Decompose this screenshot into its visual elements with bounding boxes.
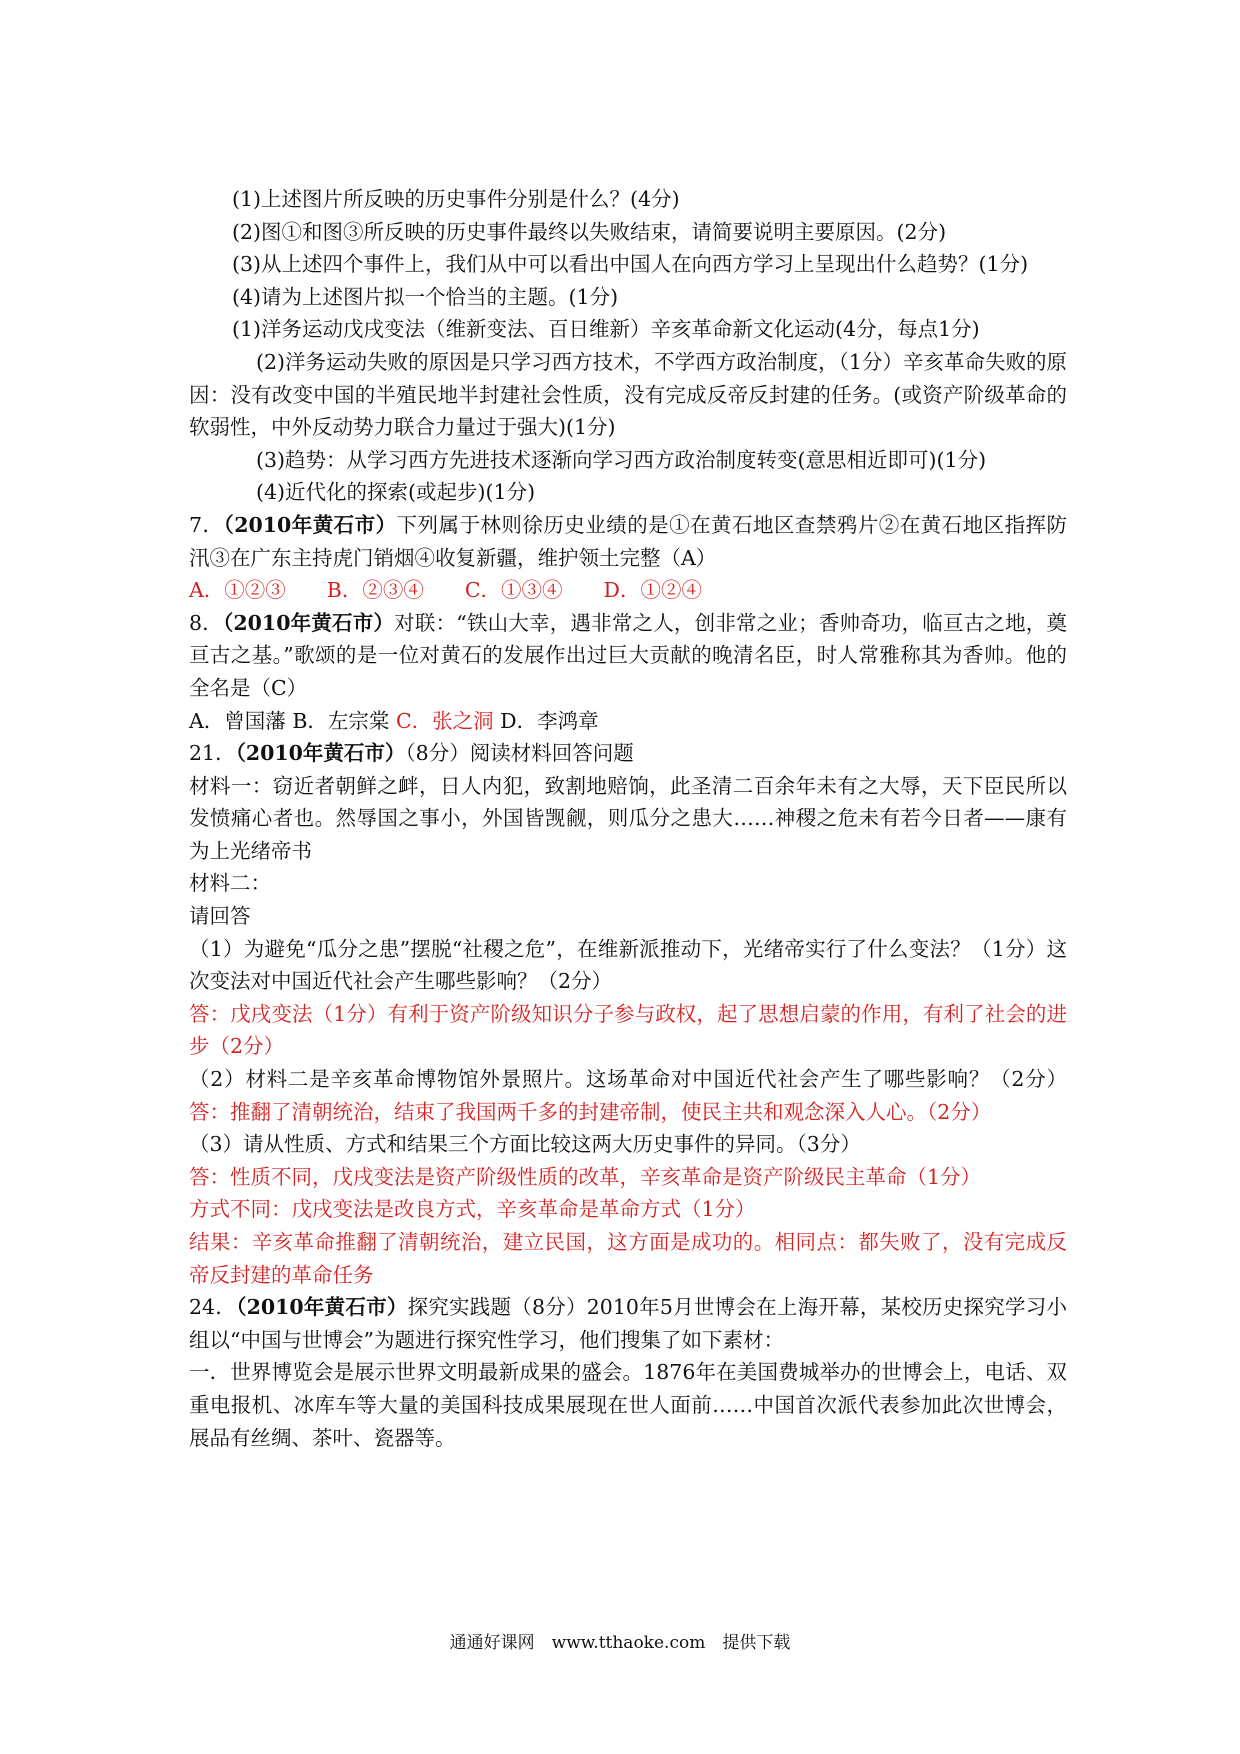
document-body	[189, 183, 1067, 1454]
question-24-stem: 探究实践题（8分）2010年5月世博会在上海开幕，某校历史探究学习小组以“中国与世博会”为题进行探究性学习，他们搜集了如下素材：	[189, 1295, 1067, 1352]
answer-4: (4)近代化的探索(或起步)(1分)	[256, 480, 536, 505]
question-8	[189, 607, 1067, 705]
sub-answer-3-result: 结果：辛亥革命推翻了清朝统治，建立民国，这方面是成功的。相同点：都失败了，没有完成反帝反封建的革命任务	[189, 1230, 1067, 1287]
sub-answer-1: 答：戊戌变法（1分）有利于资产阶级知识分子参与政权，起了思想启蒙的作用，有利了社会的进步（2分）	[189, 1001, 1067, 1059]
question-7	[189, 509, 1067, 574]
question-8-stem: 对联：“铁山大幸，遇非常之人，创非常之业；香帅奇功，临亘古之地，奠亘古之基。”歌颂的是一位对黄石的发展作出过巨大贡献的晚清名臣，时人常雅称其为香帅。他的全名是（C）	[189, 610, 1068, 700]
question-8-number: 8．	[189, 610, 223, 635]
option-d: D．李鸿章	[500, 708, 599, 733]
question-4: (4)请为上述图片拟一个恰当的主题。(1分)	[232, 284, 619, 309]
option-b: B．左宗棠	[292, 708, 390, 733]
answer-1: (1)洋务运动戊戌变法（维新变法、百日维新）辛亥革命新文化运动(4分，每点1分)	[232, 317, 980, 342]
question-8-options	[189, 705, 1067, 738]
sub-question-1: （1）为避免“瓜分之患”摆脱“社稷之危”，在维新派推动下，光绪帝实行了什么变法？（1分）这次变法对中国近代社会产生哪些影响？（2分）	[189, 936, 1067, 994]
question-7-source: （2010年黄石市）	[223, 512, 397, 537]
question-21-number: 21．	[189, 741, 236, 766]
question-24	[189, 1291, 1067, 1356]
question-21	[189, 737, 1067, 770]
material-24-1: 一．世界博览会是展示世界文明最新成果的盛会。1876年在美国费城举办的世博会上，电话、双重电报机、冰库车等大量的美国科技成果展现在世人面前……中国首次派代表参加此次世博会，展品有丝绸、茶叶、瓷器等。	[189, 1360, 1067, 1450]
sub-question-2-text: （2）材料二是辛亥革命博物馆外景照片。这场革命对中国近代社会产生了哪些影响？（2分）	[189, 1067, 1067, 1092]
prompt: 请回答	[189, 904, 251, 929]
question-24-source: （2010年黄石市）	[236, 1295, 408, 1320]
question-21-stem: （8分）阅读材料回答问题	[405, 741, 634, 766]
question-2: (2)图①和图③所反映的历史事件最终以失败结束，请简要说明主要原因。(2分)	[232, 219, 947, 244]
option-a: A．曾国藩	[189, 708, 286, 733]
question-7-number: 7．	[189, 512, 224, 537]
material-2: 材料二：	[189, 871, 271, 896]
page-footer: 通通好课网 www.tthaoke.com 提供下载	[449, 1633, 791, 1653]
answer-2: (2)洋务运动失败的原因是只学习西方技术，不学西方政治制度，（1分）辛亥革命失败的原因：没有改变中国的半殖民地半封建社会性质，没有完成反帝反封建的任务。(或资产阶级革命的软弱性，中外反动势力联合力量过于强大)(1分)	[189, 349, 1067, 440]
question-3: (3)从上述四个事件上，我们从中可以看出中国人在向西方学习上呈现出什么趋势？(1分)	[232, 252, 1029, 277]
material-1: 材料一：窃近者朝鲜之衅，日人内犯，致割地赔饷，此圣清二百余年未有之大辱，天下臣民所以发愤痛心者也。然辱国之事小，外国皆觊觎，则瓜分之患大……神稷之危未有若今日者——康有为上光绪帝书	[189, 773, 1067, 863]
option-c-answer: C．张之洞	[395, 708, 494, 733]
question-7-options: A．①②③ B．②③④ C．①③④ D．①②④	[189, 578, 702, 603]
sub-answer-3-method: 方式不同：戊戌变法是改良方式，辛亥革命是革命方式（1分）	[189, 1197, 756, 1222]
question-8-source: （2010年黄石市）	[222, 610, 395, 635]
question-7-stem: 下列属于林则徐历史业绩的是①在黄石地区查禁鸦片②在黄石地区指挥防汛③在广东主持虎门销烟④收复新疆，维护领土完整（A）	[189, 512, 1068, 570]
answer-3: (3)趋势：从学习西方先进技术逐渐向学习西方政治制度转变(意思相近即可)(1分)	[256, 447, 987, 472]
question-24-number: 24．	[189, 1295, 237, 1320]
sub-answer-2: 答：推翻了清朝统治，结束了我国两千多的封建帝制，使民主共和观念深入人心。（2分）	[189, 1099, 992, 1124]
question-21-source: （2010年黄石市）	[235, 741, 406, 766]
sub-answer-3-nature: 答：性质不同，戊戌变法是资产阶级性质的改革，辛亥革命是资产阶级民主革命（1分）	[189, 1164, 982, 1189]
sub-question-3: （3）请从性质、方式和结果三个方面比较这两大历史事件的异同。（3分）	[189, 1132, 861, 1157]
sub-question-2	[189, 1063, 1067, 1128]
question-1: (1)上述图片所反映的历史事件分别是什么？(4分)	[232, 187, 680, 211]
